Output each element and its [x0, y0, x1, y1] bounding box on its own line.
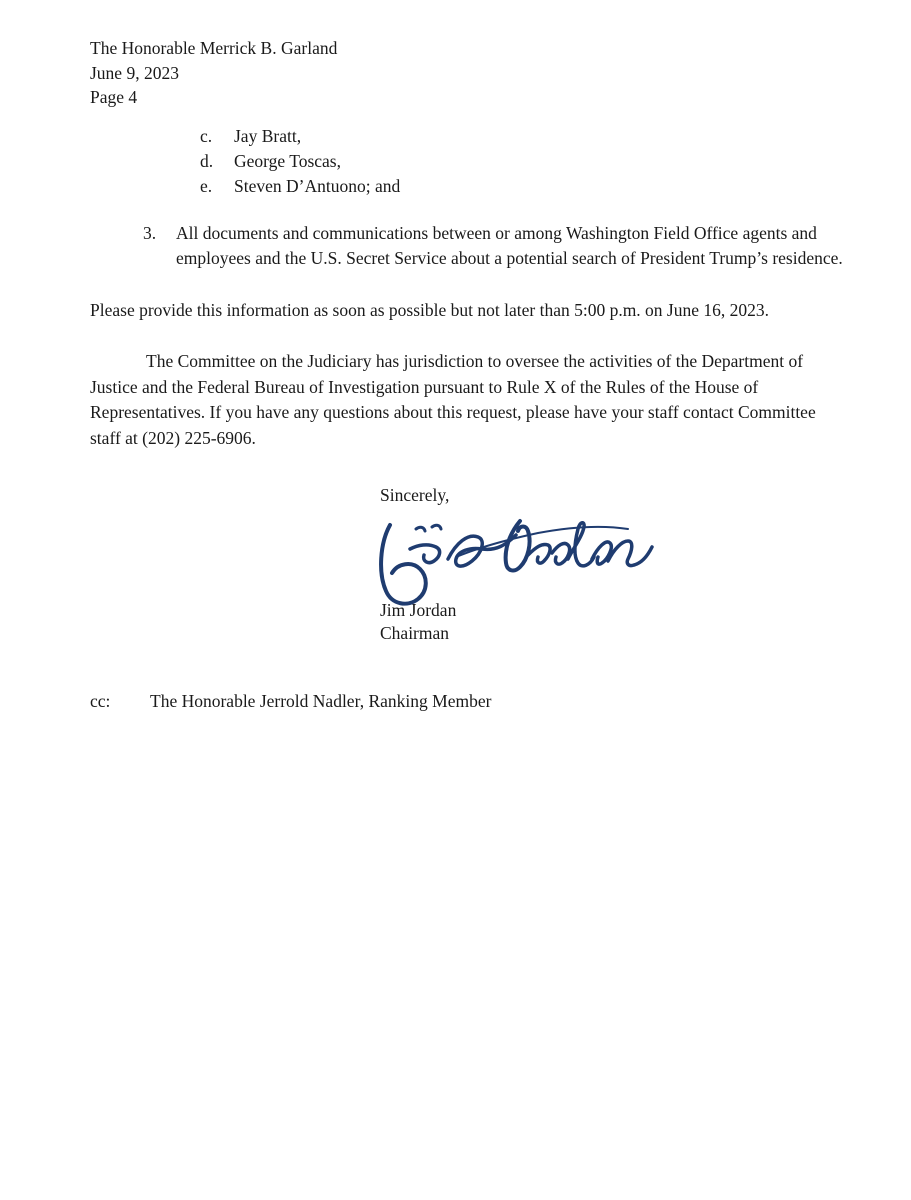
- list-item: [200, 124, 850, 149]
- letterhead: [90, 36, 850, 110]
- list-item-marker: d.: [200, 150, 214, 171]
- cc-label: cc:: [90, 691, 111, 711]
- signature-title: Chairman: [380, 623, 450, 643]
- sub-list: [200, 124, 850, 199]
- cc-recipient: The Honorable Jerrold Nadler, Ranking Member: [150, 691, 492, 711]
- list-item-marker: c.: [200, 125, 213, 146]
- signature-image: [370, 503, 670, 599]
- jurisdiction-paragraph: The Committee on the Judiciary has jurisdiction to oversee the activities of the Department of Justice and the Federal Bureau of Investigation pursuant to Rule X of the Rules of the House of Representatives. If you have any questions about this request, please have your staff contact Committee staff at (202) 225-6906.: [90, 351, 816, 448]
- list-item-text: Jay Bratt,: [234, 125, 302, 146]
- date-line: June 9, 2023: [90, 62, 179, 83]
- page-number-line: Page 4: [90, 87, 138, 107]
- cc-block: [90, 689, 850, 714]
- numbered-item-marker: 3.: [143, 222, 157, 243]
- deadline-paragraph: Please provide this information as soon as possible but not later than 5:00 p.m. on June 16, 2023.: [90, 299, 770, 320]
- document-body: [90, 36, 850, 714]
- list-item-text: George Toscas,: [234, 150, 341, 171]
- salutation: Sincerely,: [380, 485, 450, 505]
- list-item: [200, 149, 850, 174]
- numbered-list-item: [143, 221, 850, 272]
- signature-name: Jim Jordan: [380, 600, 457, 620]
- list-item-text: Steven D’Antuono; and: [234, 175, 401, 196]
- closing-block: [380, 483, 850, 645]
- recipient-line: The Honorable Merrick B. Garland: [90, 38, 338, 58]
- list-item: [200, 174, 850, 199]
- list-item-marker: e.: [200, 175, 213, 196]
- numbered-item-text: All documents and communications between or among Washington Field Office agents and employees and the U.S. Secret Service about a potential search of President Trump’s residence.: [176, 222, 843, 268]
